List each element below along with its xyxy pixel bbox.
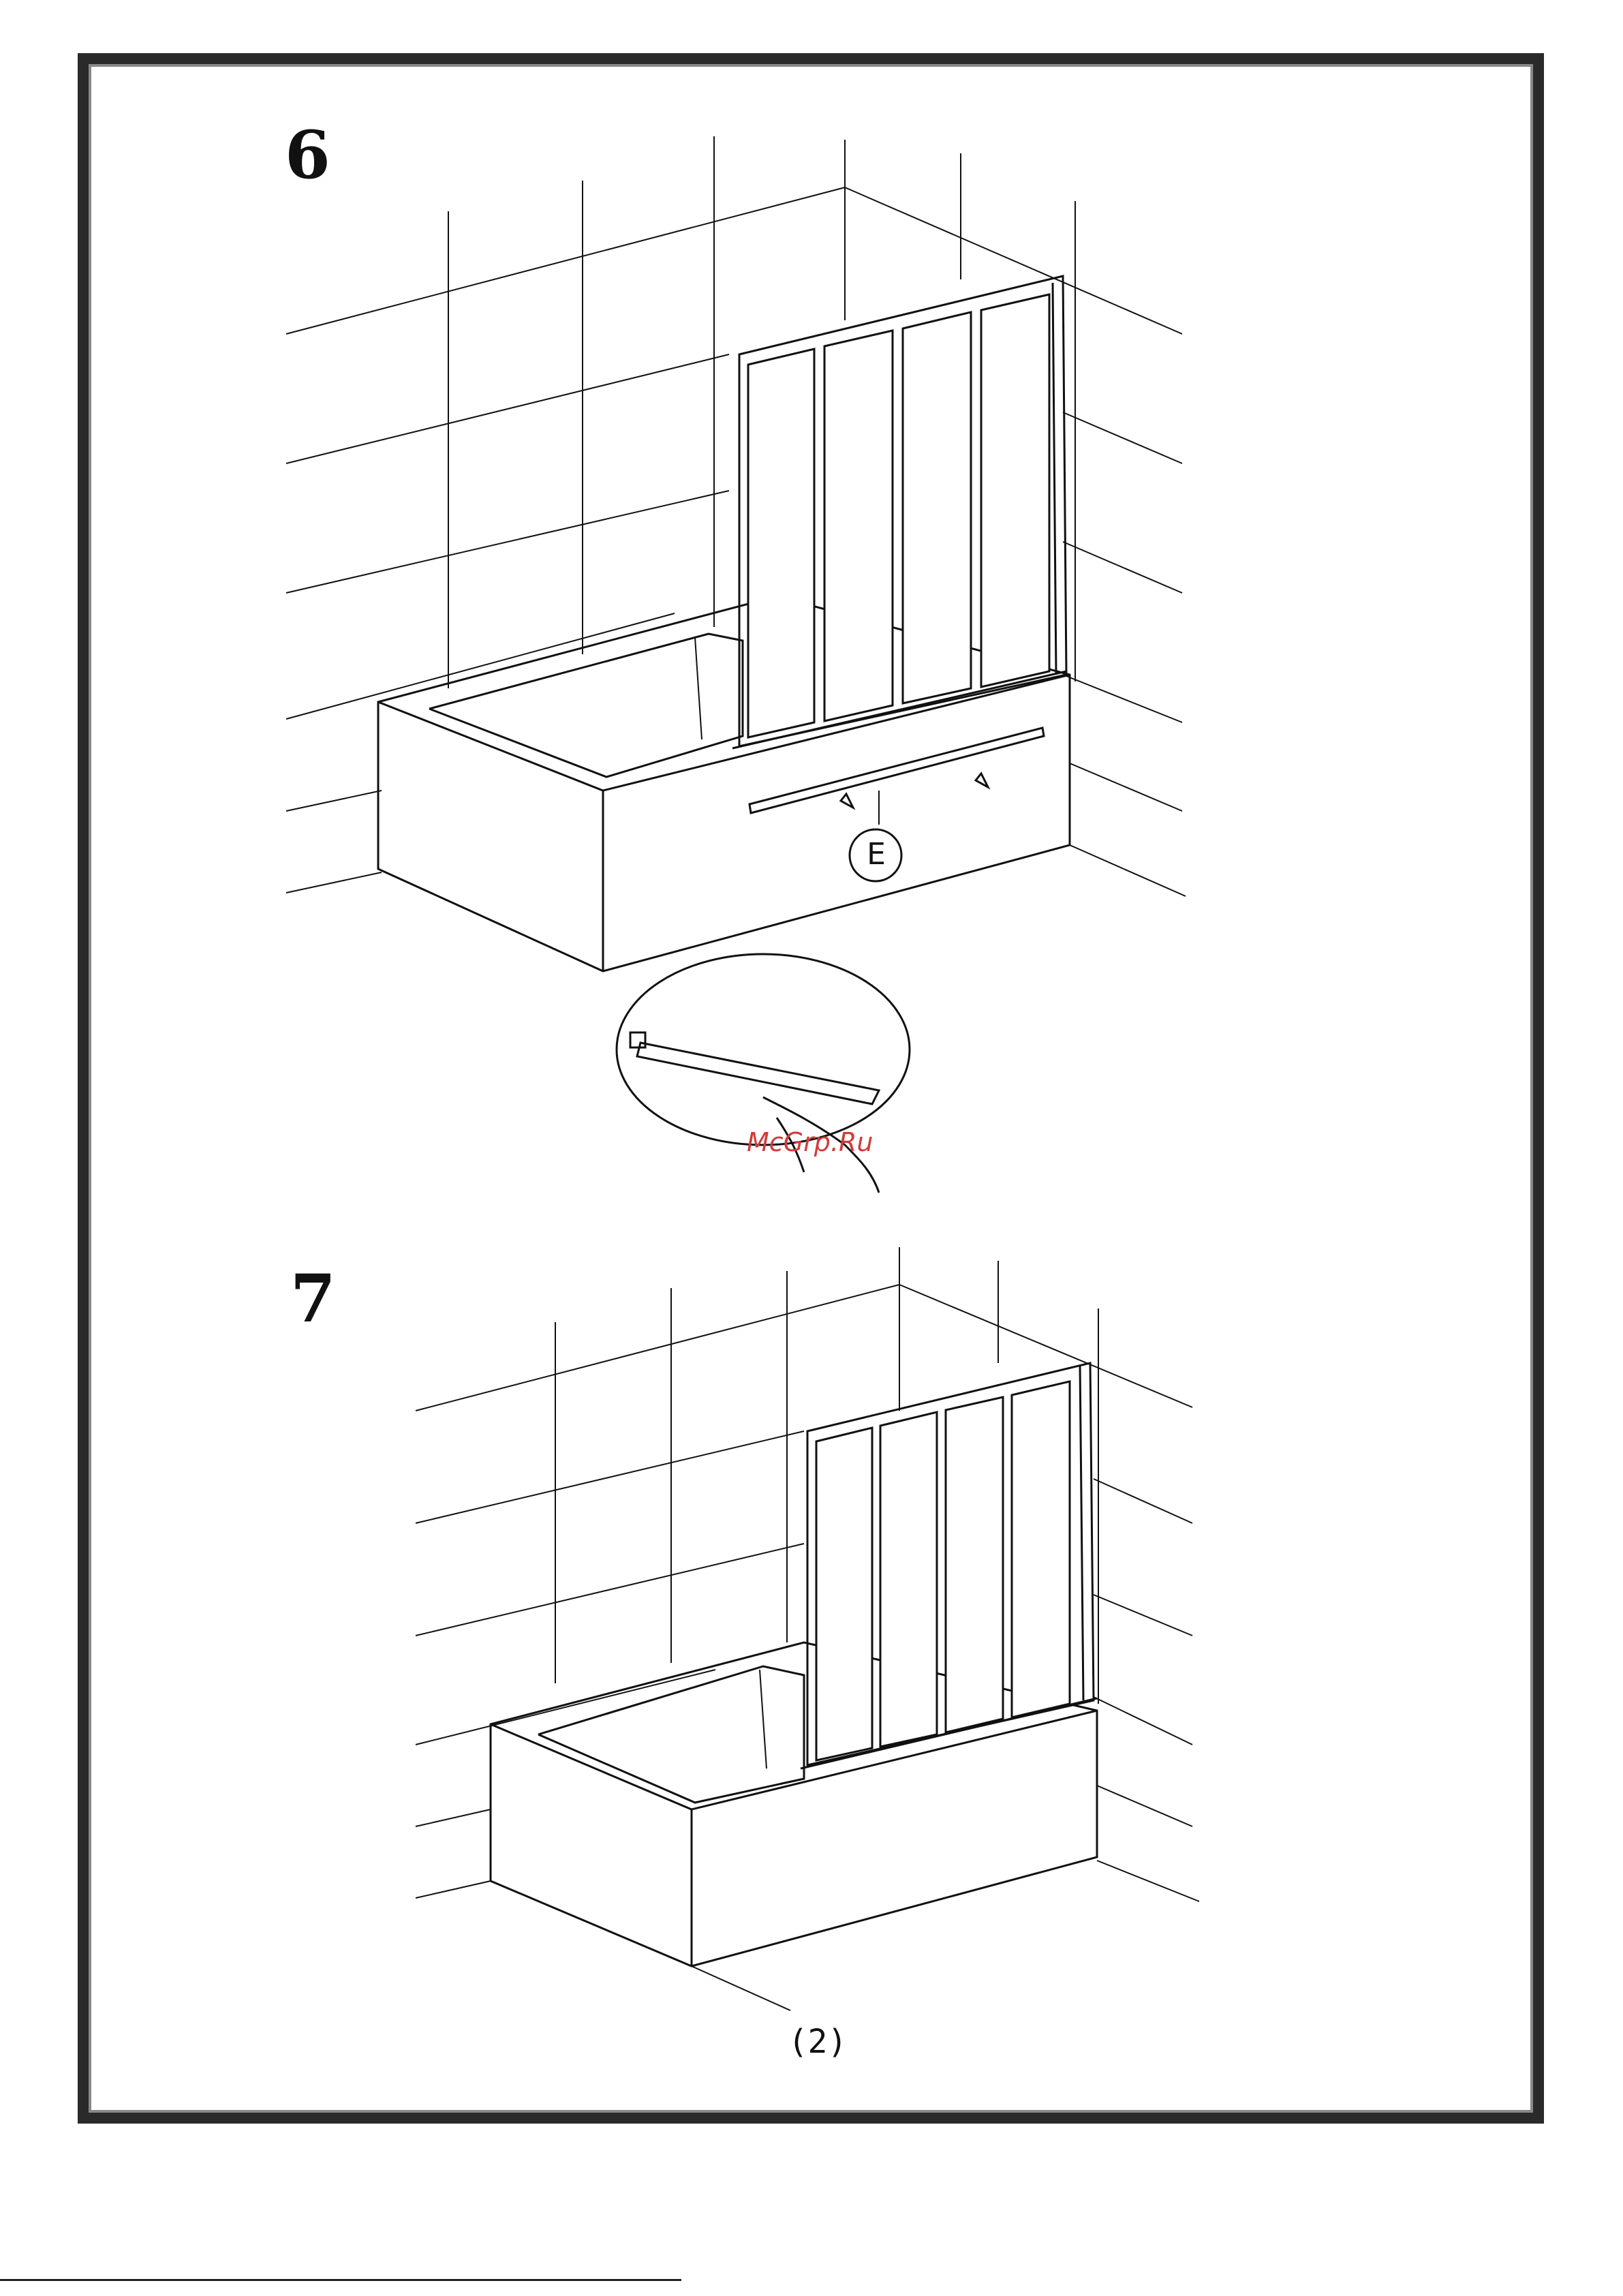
step-6-number: 6	[285, 117, 330, 194]
step7-bath-screen	[801, 1363, 1097, 1769]
step6-bath-screen	[732, 276, 1066, 748]
bottom-rule	[0, 2279, 681, 2281]
watermark: McGrp.Ru	[747, 1127, 874, 1157]
step6-wall-tiles	[286, 136, 1186, 896]
page-number: (2)	[788, 2023, 848, 2061]
callout-label-e: E	[867, 837, 886, 872]
step6-illustration	[286, 136, 1186, 1193]
step6-seal-strip	[749, 728, 1044, 881]
step7-illustration	[416, 1247, 1199, 2010]
step-7-number: 7	[290, 1260, 336, 1337]
step7-bathtub	[491, 1642, 1097, 2010]
